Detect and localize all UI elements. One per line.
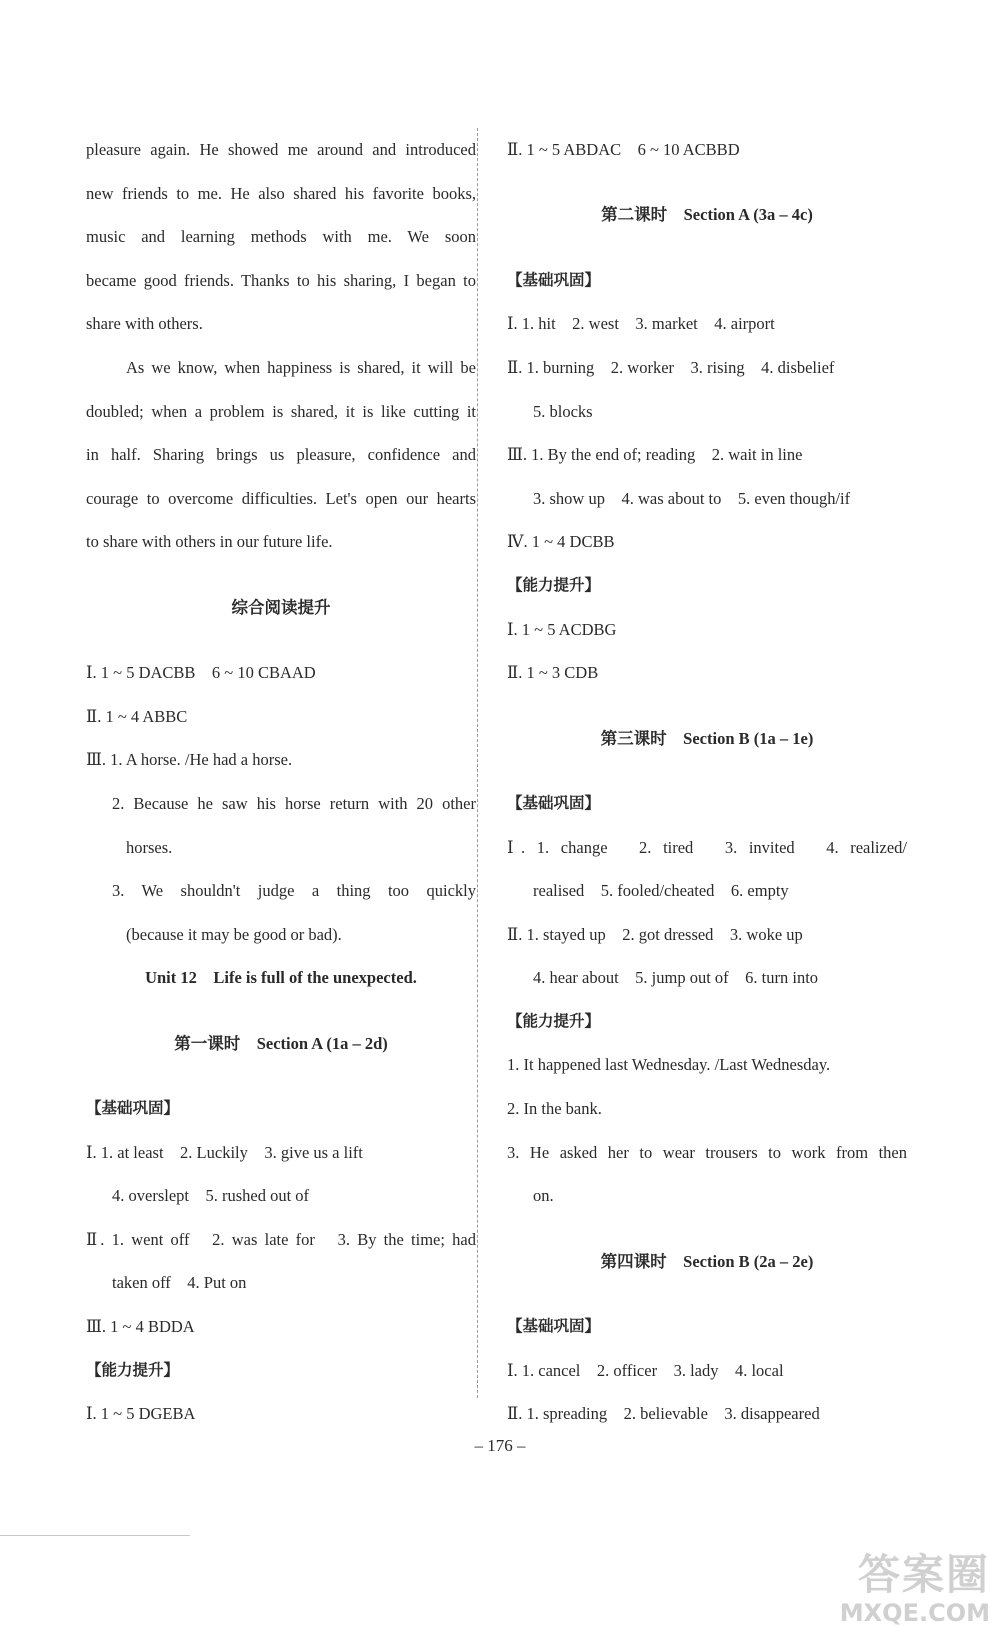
section-label-basic: 【基础巩固】: [507, 1317, 601, 1336]
spacer: [86, 564, 476, 586]
answer-line: Ⅱ. 1. stayed up 2. got dressed 3. woke up: [507, 924, 803, 944]
answer-line: 3. He asked her to wear trousers to work from then: [507, 1142, 907, 1162]
section-label-ability: 【能力提升】: [86, 1360, 180, 1379]
page-number: – 176 –: [474, 1436, 526, 1455]
answer-line: Ⅰ. 1. at least 2. Luckily 3. give us a lift: [86, 1142, 363, 1162]
reading-heading: 综合阅读提升: [231, 597, 331, 617]
spacer: [86, 629, 476, 651]
unit-title: Unit 12 Life is full of the unexpected.: [145, 968, 417, 988]
answer-line: 3. We shouldn't judge a thing too quickly: [112, 881, 476, 901]
passage-line: to share with others in our future life.: [86, 532, 333, 552]
passage-line: became good friends. Thanks to his sharing, I began to: [86, 270, 476, 290]
answer-line: taken off 4. Put on: [112, 1273, 247, 1293]
watermark: [790, 1552, 990, 1638]
answer-line: Ⅰ. 1 ~ 5 ACDBG: [507, 619, 617, 639]
answer-line: 4. overslept 5. rushed out of: [112, 1186, 310, 1206]
spacer: [507, 760, 907, 782]
section-label-basic: 【基础巩固】: [507, 793, 601, 812]
passage-line: pleasure again. He showed me around and introduced: [86, 140, 476, 159]
answer-line: 2. In the bank.: [507, 1099, 602, 1119]
answer-line: 4. hear about 5. jump out of 6. turn into: [533, 968, 819, 988]
spacer: [507, 1218, 907, 1240]
passage-line: courage to overcome difficulties. Let's open our hearts: [86, 488, 476, 508]
passage-line: As we know, when happiness is shared, it will be: [126, 357, 476, 377]
answer-line: Ⅱ. 1. burning 2. worker 3. rising 4. disbelief: [507, 357, 835, 377]
answer-line: Ⅰ. 1 ~ 5 DACBB 6 ~ 10 CBAAD: [86, 663, 316, 683]
answer-line: realised 5. fooled/cheated 6. empty: [533, 881, 789, 901]
lesson-heading: 第二课时 Section A (3a – 4c): [601, 205, 813, 225]
answer-line: 1. It happened last Wednesday. /Last Wednesday.: [507, 1055, 831, 1075]
right-column: [507, 128, 907, 1436]
answer-line: Ⅱ. 1. spreading 2. believable 3. disappeared: [507, 1404, 820, 1424]
section-label-basic: 【基础巩固】: [86, 1099, 180, 1118]
answer-line: 2. Because he saw his horse return with 20 other: [112, 793, 476, 813]
answer-line: horses.: [126, 837, 173, 857]
spacer: [507, 172, 907, 194]
answer-line: (because it may be good or bad).: [126, 924, 342, 944]
answer-line: 3. show up 4. was about to 5. even though/if: [533, 488, 851, 508]
left-column: [86, 128, 476, 1436]
answer-line: Ⅱ. 1. went off 2. was late for 3. By the time; had: [86, 1229, 476, 1249]
watermark-logo: 答案圈: [857, 1550, 990, 1599]
column-divider: [477, 128, 478, 1398]
lesson-heading: 第三课时 Section B (1a – 1e): [600, 728, 814, 748]
answer-line: Ⅲ. 1. By the end of; reading 2. wait in line: [507, 445, 803, 465]
answer-line: Ⅱ. 1 ~ 4 ABBC: [86, 706, 188, 726]
passage-line: share with others.: [86, 314, 203, 334]
watermark-url: MXQE.COM: [839, 1599, 990, 1627]
section-label-basic: 【基础巩固】: [507, 270, 601, 289]
spacer: [507, 695, 907, 717]
section-label-ability: 【能力提升】: [507, 575, 601, 594]
answer-line: Ⅰ. 1 ~ 5 DGEBA: [86, 1404, 196, 1424]
passage-line: doubled; when a problem is shared, it is like cutting it: [86, 401, 476, 421]
spacer: [507, 237, 907, 259]
answer-line: Ⅲ. 1 ~ 4 BDDA: [86, 1317, 195, 1337]
answer-line: Ⅲ. 1. A horse. /He had a horse.: [86, 750, 293, 770]
passage-line: in half. Sharing brings us pleasure, confidence and: [86, 445, 476, 465]
answer-line: Ⅳ. 1 ~ 4 DCBB: [507, 532, 615, 552]
spacer: [86, 1000, 476, 1022]
footer-rule: [0, 1535, 190, 1536]
answer-line: Ⅰ. 1. cancel 2. officer 3. lady 4. local: [507, 1360, 784, 1380]
answer-line: Ⅱ. 1 ~ 5 ABDAC 6 ~ 10 ACBBD: [507, 140, 740, 159]
answer-line: Ⅰ. 1. hit 2. west 3. market 4. airport: [507, 314, 775, 334]
answer-line: on.: [533, 1186, 554, 1206]
answer-line: 5. blocks: [533, 401, 593, 421]
lesson-heading: 第四课时 Section B (2a – 2e): [600, 1251, 814, 1271]
spacer: [507, 1283, 907, 1305]
spacer: [86, 1065, 476, 1087]
answer-line: Ⅰ. 1. change 2. tired 3. invited 4. realized/: [507, 837, 907, 857]
section-label-ability: 【能力提升】: [507, 1011, 601, 1030]
lesson-heading: 第一课时 Section A (1a – 2d): [174, 1033, 388, 1053]
passage-line: music and learning methods with me. We soon: [86, 227, 476, 247]
answer-line: Ⅱ. 1 ~ 3 CDB: [507, 663, 599, 683]
passage-line: new friends to me. He also shared his favorite books,: [86, 183, 476, 203]
